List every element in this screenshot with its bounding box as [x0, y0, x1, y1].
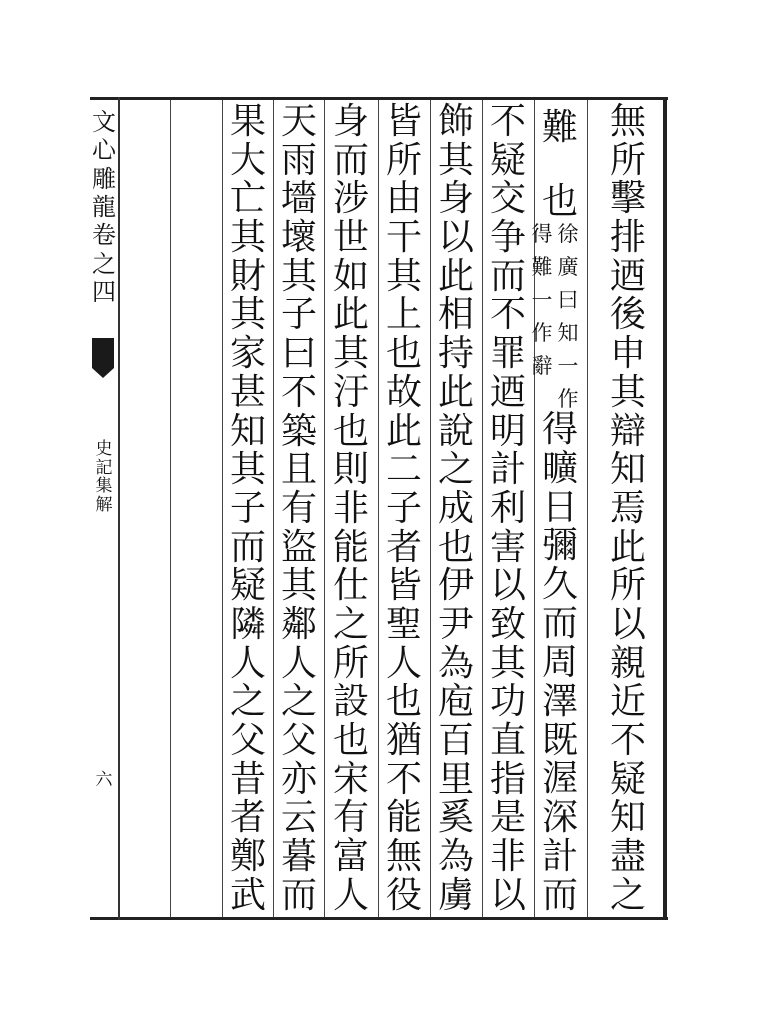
page-margin	[90, 100, 118, 917]
annotation-right	[556, 224, 580, 422]
text-char: 澤	[541, 680, 578, 722]
text-char: 渥	[541, 758, 578, 800]
text-char: 計	[541, 836, 578, 878]
text-column-1	[604, 101, 652, 916]
text-char: 利	[489, 487, 526, 529]
text-column-8	[225, 101, 271, 916]
text-char: 持	[437, 333, 474, 375]
text-char: 壞	[280, 217, 317, 259]
text-char: 而	[229, 526, 266, 568]
text-char: 罪	[489, 333, 526, 375]
text-char: 尹	[437, 603, 474, 645]
text-char: 飾	[437, 101, 474, 142]
column-rule	[587, 100, 588, 917]
text-char: 雨	[280, 139, 317, 181]
text-char: 庖	[437, 681, 474, 723]
text-char: 其	[385, 255, 422, 297]
text-char: 財	[229, 255, 266, 297]
text-char: 知	[609, 797, 646, 839]
text-char: 亦	[280, 758, 317, 800]
text-char: 交	[489, 178, 526, 220]
text-char: 暮	[280, 836, 317, 878]
text-char: 也	[332, 720, 369, 761]
text-char: 父	[280, 720, 317, 761]
text-char: 伊	[437, 565, 474, 607]
text-char: 迺	[609, 255, 646, 297]
text-char: 果	[229, 101, 266, 142]
text-char: 既	[541, 719, 578, 761]
text-char: 雕	[92, 164, 116, 193]
text-char: 之	[229, 681, 266, 723]
text-char: 直	[489, 720, 526, 761]
text-char: 辭	[531, 354, 553, 378]
text-char: 者	[229, 797, 266, 839]
text-column-7	[276, 101, 322, 916]
column-rule	[378, 100, 379, 917]
text-char: 武	[229, 874, 266, 916]
text-char: 以	[489, 565, 526, 607]
text-char: 仕	[332, 565, 369, 607]
text-char: 所	[332, 642, 369, 684]
text-char: 其	[332, 333, 369, 375]
text-char: 申	[609, 333, 646, 375]
text-char: 也	[385, 333, 422, 375]
text-char: 此	[609, 526, 646, 568]
text-char: 功	[489, 681, 526, 723]
annotation-left	[530, 224, 554, 389]
text-char: 父	[229, 720, 266, 761]
column-rule	[222, 100, 223, 917]
text-char: 不	[489, 101, 526, 142]
text-column-2-tail	[540, 409, 580, 916]
text-char: 里	[437, 758, 474, 800]
text-char: 盜	[280, 526, 317, 568]
text-char: 以	[437, 217, 474, 259]
text-char: 鄰	[280, 603, 317, 645]
text-char: 指	[489, 758, 526, 800]
text-char: 其	[437, 139, 474, 181]
column-rule	[324, 100, 325, 917]
text-char: 皆	[385, 101, 422, 142]
text-char: 為	[437, 642, 474, 684]
text-char: 迺	[489, 371, 526, 413]
text-char: 家	[229, 333, 266, 375]
text-char: 其	[280, 565, 317, 607]
text-char: 計	[489, 449, 526, 491]
frame-bottom-border	[90, 917, 668, 920]
text-char: 而	[541, 874, 578, 916]
text-char: 後	[609, 294, 646, 336]
text-char: 甚	[229, 371, 266, 413]
text-char: 猶	[385, 720, 422, 761]
text-char: 子	[229, 487, 266, 529]
text-char: 汙	[332, 371, 369, 413]
text-column-2-head	[540, 107, 580, 222]
text-char: 明	[489, 410, 526, 452]
text-char: 上	[385, 294, 422, 336]
text-char: 也	[541, 181, 578, 222]
text-char: 而	[489, 255, 526, 297]
text-char: 子	[280, 294, 317, 336]
text-char: 此	[385, 410, 422, 452]
text-char: 知	[557, 321, 579, 345]
text-char: 人	[385, 642, 422, 684]
text-char: 隣	[229, 603, 266, 645]
column-rule	[482, 100, 483, 917]
text-char: 争	[489, 217, 526, 259]
text-char: 深	[541, 797, 578, 839]
text-char: 龍	[92, 192, 116, 221]
text-char: 記	[95, 457, 113, 478]
text-char: 疑	[489, 139, 526, 181]
text-char: 知	[609, 449, 646, 491]
text-char: 作	[557, 387, 579, 411]
text-char: 致	[489, 603, 526, 645]
text-char: 役	[385, 874, 422, 916]
text-char: 富	[332, 836, 369, 878]
text-char: 身	[437, 178, 474, 220]
text-column-4	[433, 101, 479, 916]
text-char: 子	[385, 487, 422, 529]
text-char: 久	[541, 564, 578, 606]
text-char: 疑	[229, 565, 266, 607]
text-char: 能	[332, 526, 369, 568]
text-char: 由	[385, 178, 422, 220]
text-char: 鄭	[229, 836, 266, 878]
text-char: 也	[437, 526, 474, 568]
text-char: 此	[437, 371, 474, 413]
text-char: 其	[489, 642, 526, 684]
text-char: 云	[280, 797, 317, 839]
text-char: 難	[541, 107, 578, 148]
text-char: 此	[332, 294, 369, 336]
text-char: 非	[332, 487, 369, 529]
text-char: 害	[489, 526, 526, 568]
text-char: 曰	[280, 333, 317, 375]
text-char: 人	[280, 642, 317, 684]
text-char: 彌	[541, 525, 578, 567]
text-char: 亡	[229, 178, 266, 220]
column-rule	[170, 100, 171, 917]
text-char: 聖	[385, 603, 422, 645]
text-char: 親	[609, 642, 646, 684]
margin-subtitle	[90, 440, 118, 515]
column-rule	[273, 100, 274, 917]
text-char: 一	[557, 354, 579, 378]
text-char: 之	[92, 249, 116, 278]
text-char: 有	[280, 487, 317, 529]
text-char: 盡	[609, 836, 646, 878]
text-char: 為	[437, 836, 474, 878]
text-char: 近	[609, 681, 646, 723]
text-char: 相	[437, 294, 474, 336]
text-char: 涉	[332, 178, 369, 220]
text-char: 之	[280, 681, 317, 723]
text-char: 非	[489, 836, 526, 878]
text-char: 以	[489, 874, 526, 916]
text-char: 焉	[609, 487, 646, 529]
text-char: 曰	[557, 288, 579, 312]
text-char: 曠	[541, 447, 578, 489]
text-char: 擊	[609, 178, 646, 220]
text-char: 墻	[280, 178, 317, 220]
frame-top-border	[90, 97, 668, 100]
margin-title	[90, 108, 118, 306]
text-char: 能	[385, 797, 422, 839]
column-rule	[430, 100, 431, 917]
text-char: 文	[92, 108, 116, 136]
text-char: 故	[385, 371, 422, 413]
text-char: 此	[437, 255, 474, 297]
text-char: 廣	[557, 255, 579, 279]
text-char: 所	[609, 565, 646, 607]
text-char: 所	[385, 139, 422, 181]
text-char: 徐	[557, 222, 579, 246]
text-char: 之	[437, 449, 474, 491]
text-char: 也	[385, 681, 422, 723]
text-column-6	[328, 101, 374, 916]
text-char: 大	[229, 139, 266, 181]
text-char: 且	[280, 449, 317, 491]
text-char: 是	[489, 797, 526, 839]
text-char: 難	[531, 255, 553, 279]
text-char: 集	[95, 476, 113, 497]
text-column-3	[485, 101, 531, 916]
text-char: 也	[332, 410, 369, 452]
text-char: 皆	[385, 565, 422, 607]
text-char: 設	[332, 681, 369, 723]
text-char: 築	[280, 410, 317, 452]
text-char: 得	[541, 409, 578, 450]
text-char: 身	[332, 101, 369, 142]
text-column-5	[381, 101, 427, 916]
text-char: 其	[609, 371, 646, 413]
text-char: 卷	[92, 221, 116, 250]
text-char: 如	[332, 255, 369, 297]
text-char: 人	[332, 874, 369, 916]
text-char: 辯	[609, 410, 646, 452]
text-char: 不	[280, 371, 317, 413]
frame-right-border	[663, 97, 667, 920]
frame-left-border	[118, 97, 120, 920]
text-char: 者	[385, 526, 422, 568]
text-char: 之	[332, 603, 369, 645]
text-char: 虜	[437, 874, 474, 916]
text-char: 無	[385, 836, 422, 878]
text-char: 其	[229, 217, 266, 259]
text-char: 而	[541, 603, 578, 645]
page-number: 六	[95, 770, 113, 790]
text-char: 四	[92, 277, 116, 306]
text-char: 奚	[437, 797, 474, 839]
text-char: 天	[280, 101, 317, 142]
text-char: 則	[332, 449, 369, 491]
text-char: 不	[609, 720, 646, 761]
text-char: 不	[489, 294, 526, 336]
text-char: 其	[229, 449, 266, 491]
text-char: 心	[92, 136, 116, 165]
text-char: 排	[609, 217, 646, 259]
text-char: 日	[541, 486, 578, 528]
text-char: 其	[280, 255, 317, 297]
text-char: 百	[437, 720, 474, 761]
text-char: 世	[332, 217, 369, 259]
text-char: 疑	[609, 758, 646, 800]
fish-tail-mark	[92, 338, 114, 368]
text-char: 之	[609, 874, 646, 916]
text-char: 而	[332, 139, 369, 181]
text-char: 宋	[332, 758, 369, 800]
text-char: 以	[609, 603, 646, 645]
text-char: 得	[531, 222, 553, 246]
text-char: 而	[280, 874, 317, 916]
text-char: 作	[531, 321, 553, 345]
text-char: 知	[229, 410, 266, 452]
text-char: 干	[385, 217, 422, 259]
text-char: 史	[95, 439, 113, 459]
text-char: 一	[531, 288, 553, 312]
text-char: 其	[229, 294, 266, 336]
text-char: 成	[437, 487, 474, 529]
text-char: 所	[609, 139, 646, 181]
text-char: 周	[541, 641, 578, 683]
text-char: 二	[385, 449, 422, 491]
text-char: 人	[229, 642, 266, 684]
text-char: 有	[332, 797, 369, 839]
text-char: 昔	[229, 758, 266, 800]
text-char: 不	[385, 758, 422, 800]
text-char: 無	[609, 101, 646, 142]
text-char: 說	[437, 410, 474, 452]
text-char: 解	[95, 495, 113, 516]
